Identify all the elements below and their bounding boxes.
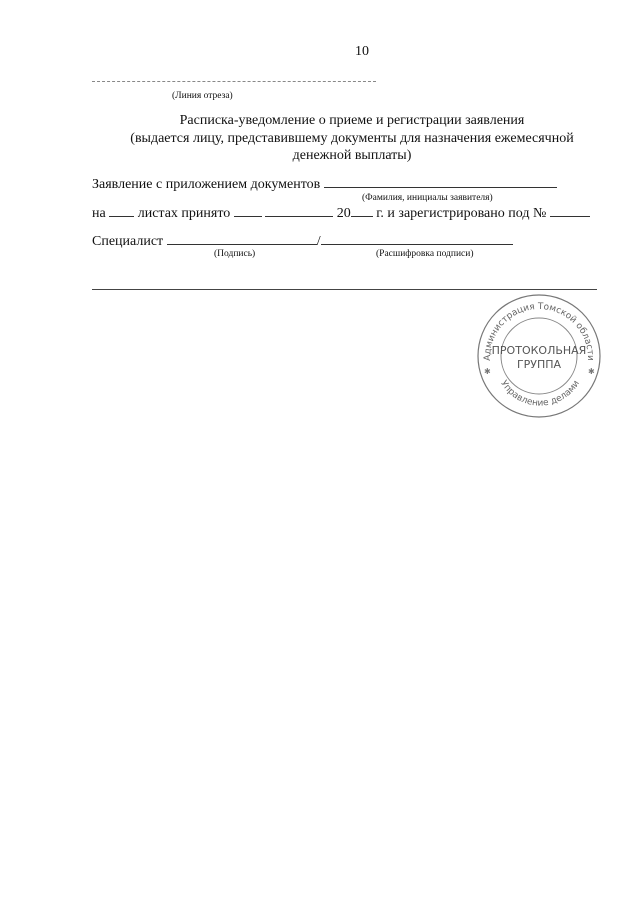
specialist-line [92,232,513,250]
cut-line-label: (Линия отреза) [172,91,233,101]
cut-line [92,81,376,82]
sheets-field [109,204,134,217]
specialist-label: Специалист [92,234,164,249]
day-field [234,204,262,217]
stamp-center-line: ГРУППА [516,358,562,371]
stamp [472,292,607,420]
stamp-ring-text: Администрация Томской области [482,301,596,361]
applicant-caption: (Фамилия, инициалы заявителя) [362,193,493,203]
applicant-name-field [324,175,557,188]
year-field [351,204,373,217]
text: на [92,206,106,221]
title-line: Расписка-уведомление о приеме и регистрации заявления [179,113,525,128]
registration-number-field [550,204,590,217]
month-field [265,204,333,217]
stamp-star-icon: ✱ [588,367,595,376]
signature-caption: (Подпись) [214,249,256,259]
slash: / [316,234,321,249]
signature-field [167,232,317,245]
accepted-line [92,204,590,222]
text: г. и зарегистрировано под № [376,206,547,221]
stamp-star-icon: ✱ [484,367,491,376]
stamp-ring-bottom: Управление делами [498,378,582,409]
title-line: (выдается лицу, представившему документы для назначения ежемесячной [130,130,574,146]
text: листах принято [137,206,231,221]
application-label: Заявление с приложением документов [92,177,321,192]
decoding-caption: (Расшифровка подписи) [376,249,474,259]
stamp-center-line: ПРОТОКОЛЬНАЯ [491,344,587,357]
separator-line [92,289,597,290]
page-number: 10 [355,44,369,59]
signature-decoding-field [321,232,513,245]
application-line [92,175,557,193]
text: 20 [336,206,351,221]
document-title [92,112,612,165]
title-line: денежной выплаты) [292,148,412,163]
